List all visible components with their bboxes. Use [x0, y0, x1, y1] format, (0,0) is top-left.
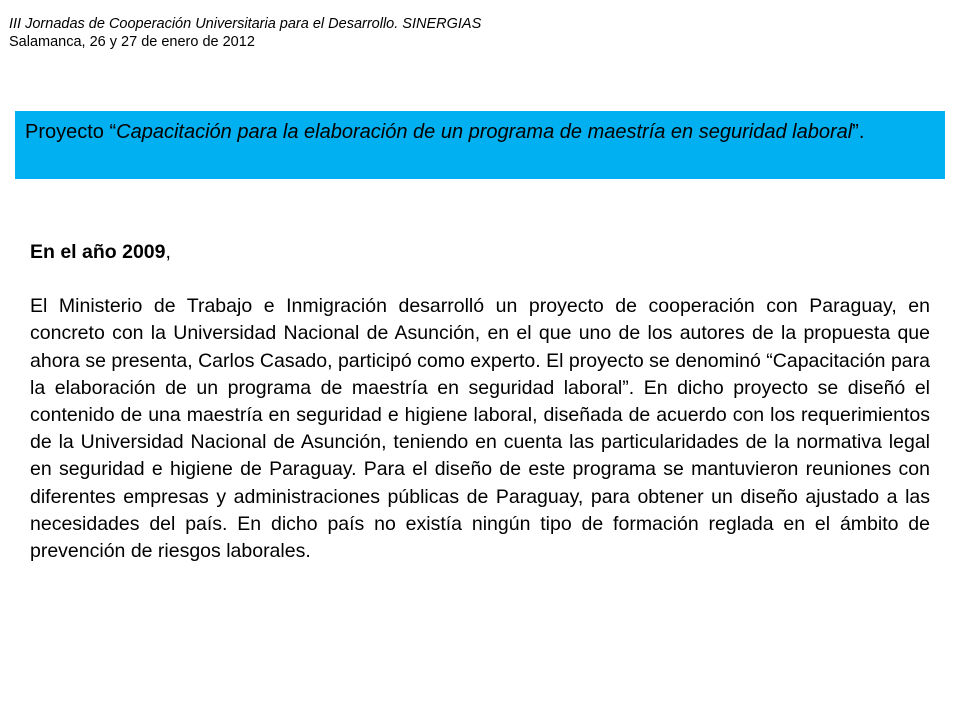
- slide-body: [30, 239, 930, 565]
- year-intro-line: [30, 239, 930, 266]
- conference-location-date: Salamanca, 26 y 27 de enero de 2012: [9, 34, 255, 50]
- year-intro-punct: ,: [165, 241, 171, 263]
- slide-header: [9, 15, 481, 51]
- conference-title: III Jornadas de Cooperación Universitaria para el Desarrollo. SINERGIAS: [9, 16, 482, 32]
- body-paragraph: El Ministerio de Trabajo e Inmigración desarrolló un proyecto de cooperación con Paraguay, en concreto con la Universidad Nacional de Asunción, en el que uno de los autores de la propuesta que ahora se presenta, Carlos Casado, participó como experto. El proyecto se denominó “Capacitación para la elaboración de un programa de maestría en seguridad laboral”. En dicho proyecto se diseñó el contenido de una maestría en seguridad e higiene laboral, diseñada de acuerdo con los requerimientos de la Universidad Nacional de Asunción, teniendo en cuenta las particularidades de la normativa legal en seguridad e higiene de Paraguay. Para el diseño de este programa se mantuvieron reuniones con diferentes empresas y administraciones públicas de Paraguay, para obtener un diseño ajustado a las necesidades del país. En dicho país no existía ningún tipo de formación reglada en el ámbito de prevención de riesgos laborales.: [30, 295, 930, 563]
- project-title-banner: [15, 111, 945, 179]
- project-title-prefix: Proyecto “: [25, 121, 117, 143]
- project-title-name: Capacitación para la elaboración de un programa de maestría en seguridad laboral: [116, 121, 853, 143]
- project-title-suffix: ”.: [852, 121, 865, 143]
- year-intro: En el año 2009: [30, 241, 166, 263]
- project-title: [25, 118, 935, 146]
